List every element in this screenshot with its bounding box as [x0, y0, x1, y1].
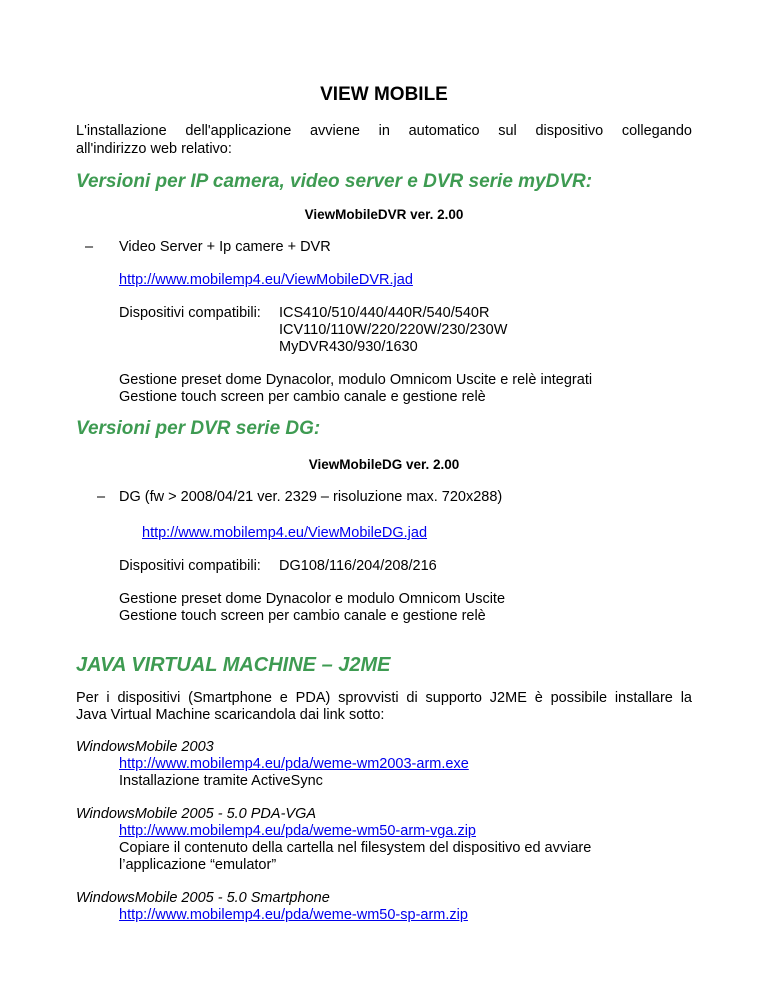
dg-download-link[interactable]: http://www.mobilemp4.eu/ViewMobileDG.jad	[142, 525, 428, 541]
jvm-entry-note-2a: Copiare il contenuto della cartella nel filesystem del dispositivo ed avviare	[119, 840, 592, 856]
dg-compat-value: DG108/116/204/208/216	[279, 558, 437, 574]
jvm-entry-name-1: WindowsMobile 2003	[76, 739, 214, 755]
section-heading-java: JAVA VIRTUAL MACHINE – J2ME	[76, 654, 391, 676]
page-title: VIEW MOBILE	[320, 84, 448, 105]
jvm-entry-name-2: WindowsMobile 2005 - 5.0 PDA-VGA	[76, 806, 317, 822]
dvr-feature-1: Gestione preset dome Dynacolor, modulo Omnicom Uscite e relè integrati	[119, 372, 593, 388]
jvm-entry-link-2[interactable]: http://www.mobilemp4.eu/pda/weme-wm50-arm-vga.zip	[119, 823, 476, 839]
dvr-compat-label: Dispositivi compatibili:	[119, 305, 261, 321]
dg-subtitle: ViewMobileDG ver. 2.00	[308, 457, 460, 472]
dg-feature-1: Gestione preset dome Dynacolor e modulo Omnicom Uscite	[119, 591, 506, 607]
dg-compat-label: Dispositivi compatibili:	[119, 558, 261, 574]
dg-bullet-dash: –	[97, 489, 106, 505]
dvr-compat-value-3: MyDVR430/930/1630	[279, 339, 418, 355]
dvr-compat-value-2: ICV110/110W/220/220W/230/230W	[279, 322, 508, 338]
section-heading-dvr: Versioni per IP camera, video server e DVR serie myDVR:	[76, 171, 593, 192]
jvm-entry-note-2b: l’applicazione “emulator”	[119, 857, 277, 873]
java-intro-line-1: Per i dispositivi (Smartphone e PDA) sprovvisti di supporto J2ME è possibile installare la	[76, 690, 692, 706]
dvr-feature-2: Gestione touch screen per cambio canale e gestione relè	[119, 389, 486, 405]
intro-line-2: all'indirizzo web relativo:	[76, 141, 232, 157]
jvm-entry-note-1: Installazione tramite ActiveSync	[119, 773, 323, 789]
jvm-entry-name-3: WindowsMobile 2005 - 5.0 Smartphone	[76, 890, 330, 906]
dvr-bullet-text: Video Server + Ip camere + DVR	[119, 239, 331, 255]
java-intro-line-2: Java Virtual Machine scaricandola dai link sotto:	[76, 707, 385, 723]
dvr-subtitle: ViewMobileDVR ver. 2.00	[304, 207, 464, 222]
dvr-compat-value-1: ICS410/510/440/440R/540/540R	[279, 305, 490, 321]
dvr-download-link[interactable]: http://www.mobilemp4.eu/ViewMobileDVR.jad	[119, 272, 413, 288]
jvm-entry-link-3[interactable]: http://www.mobilemp4.eu/pda/weme-wm50-sp-arm.zip	[119, 907, 468, 923]
section-heading-dg: Versioni per DVR serie DG:	[76, 418, 321, 439]
dg-feature-2: Gestione touch screen per cambio canale e gestione relè	[119, 608, 486, 624]
jvm-entry-link-1[interactable]: http://www.mobilemp4.eu/pda/weme-wm2003-arm.exe	[119, 756, 469, 772]
dvr-bullet-dash: –	[85, 239, 94, 255]
dg-bullet-text: DG (fw > 2008/04/21 ver. 2329 – risoluzione max. 720x288)	[119, 489, 503, 505]
intro-line-1: L'installazione dell'applicazione avviene in automatico sul dispositivo collegando	[76, 123, 692, 139]
